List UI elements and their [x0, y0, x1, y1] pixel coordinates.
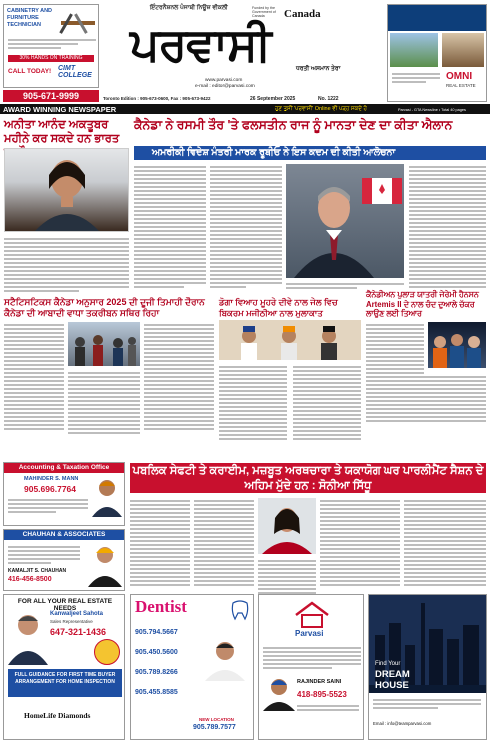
masthead-date: 26 September 2025 [250, 96, 296, 102]
accounting-ad[interactable] [3, 462, 125, 526]
sahota-phone: 647-321-1436 [50, 627, 107, 637]
house-logo-icon [292, 599, 332, 629]
saini-address [297, 703, 359, 713]
omni-ad[interactable] [387, 4, 487, 102]
main-photo [286, 164, 404, 278]
accounting-body [8, 497, 88, 515]
banner-col-under-photo [258, 558, 316, 596]
free-badge [94, 639, 120, 665]
dentist-phone-4: 905.455.8585 [135, 689, 178, 696]
banner-col4 [404, 498, 486, 588]
sonia-sidhu-portrait [258, 498, 316, 554]
dream-house-ad[interactable] [368, 594, 487, 740]
dentist-phone-5: 905.789.7577 [193, 724, 236, 731]
omni-ad-header [388, 5, 486, 31]
carney-photo [286, 164, 404, 278]
story3-photo [219, 320, 361, 360]
dream-line3: HOUSE [375, 680, 409, 691]
chauhan-photo [88, 543, 122, 587]
omni-body [392, 71, 440, 85]
dentist-new-location: NEW LOCATION [199, 717, 234, 722]
story3-headline[interactable]: ਡੋਗਾ ਵਿਆਹ ਮੂਹਰੇ ਦੀਵੇ ਨਾਲ ਜੇਲ ਵਿਚ ਬਿਕਰਮ ਮਜੀਠੀਆ ਨਾਲ ਮੁਲਾਕਾਤ [219, 297, 338, 318]
dream-line2: DREAM [375, 669, 410, 680]
accountant-photo [92, 477, 122, 517]
saini-photo [263, 675, 295, 711]
main-headline[interactable]: ਕੈਨੇਡਾ ਨੇ ਰਸਮੀ ਤੌਰ 'ਤੇ ਫਲਸਤੀਨ ਰਾਜ ਨੂੰ ਮਾਨਤਾ ਦੇਣ ਦਾ ਕੀਤਾ ਐਲਾਨ [134, 118, 453, 132]
crowd-photo [68, 322, 140, 366]
story2-col2 [68, 370, 140, 436]
dentist-ad[interactable] [130, 594, 254, 740]
cimt-brand: CIMT COLLEGE [58, 65, 92, 79]
story2-col3 [144, 322, 214, 432]
story2-col1 [4, 322, 64, 432]
omni-brand: OMNI [446, 71, 473, 82]
dream-info-body [373, 697, 481, 711]
realestate-cta: FULL GUIDANCE FOR FIRST TIME BUYER ARRANGEMENT FOR HOME INSPECTION [8, 669, 122, 697]
masthead-web: www.parvasi.com [205, 78, 243, 83]
realestate-ad[interactable] [3, 594, 125, 740]
banner-col2 [194, 498, 254, 588]
story2-photo [68, 322, 140, 366]
sahota-role: Sales Representative [50, 619, 93, 624]
award-right: Parvasi - GTA Newsline • Total 40 pages [398, 108, 466, 112]
realestate-title: FOR ALL YOUR REAL ESTATE NEEDS [17, 598, 113, 612]
sahota-name: Kanwaljeet Sahota [50, 611, 104, 617]
banner-headline[interactable]: ਪਬਲਿਕ ਸੇਫਟੀ ਤੇ ਕਰਾਈਮ, ਮਜ਼ਬੂਤ ਅਰਥਚਾਰਾ ਤੇ ਯਕਾਯੋਗ ਘਰ ਪਾਰਲੀਮੈਂਟ ਸੈਸ਼ਨ ਦੇ ਅਹਿਮ ਮੁੱਦੇ ਹਨ : ਸੋਨੀਆ ਸਿੱਧੂ [130, 463, 486, 493]
anita-anand-portrait [5, 149, 128, 231]
meeting-photo [219, 320, 361, 360]
saini-ad[interactable] [258, 594, 364, 740]
saini-name: RAJINDER SAINI [297, 679, 342, 685]
masthead-issue: No. 1222 [318, 96, 339, 102]
sahota-photo [8, 609, 48, 665]
tooth-icon [229, 599, 251, 621]
dentist-photo [205, 637, 245, 681]
story1-photo [4, 148, 129, 232]
omni-sub: REAL ESTATE [446, 83, 476, 88]
masthead-logo: ਪਰਵਾਸੀ [130, 18, 271, 70]
chauhan-phone: 416-456-8500 [8, 576, 52, 583]
cimt-ad-sub: 30% HANDS ON TRAINING [8, 55, 94, 62]
story1-headline[interactable]: ਅਨੀਤਾ ਆਨੰਦ ਅਕਤੂਬਰ ਮਹੀਨੇ ਕਰ ਸਕਦੇ ਹਨ ਭਾਰਤ [4, 119, 120, 145]
tools-icon [59, 11, 97, 37]
dentist-title: Dentist [135, 597, 187, 616]
story3-col2 [293, 364, 361, 442]
dream-email: Email : info@teamparvasi.com [373, 721, 432, 726]
story2-headline[interactable]: ਸਟੈਟਿਸਟਿਕਸ ਕੈਨੇਡਾ ਅਨੁਸਾਰ 2025 ਦੀ ਦੂਜੀ ਤਿਮਾਹੀ ਦੌਰਾਨ ਕੈਨੇਡਾ ਦੀ ਆਬਾਦੀ ਵਾਧਾ ਤਕਰੀਬਨ ਸਥਿਰ ਰਿਹਾ [4, 297, 205, 318]
story3-col1 [219, 364, 287, 442]
banner-col3 [320, 498, 400, 588]
chauhan-title: CHAUHAN & ASSOCIATES [4, 530, 124, 540]
saini-phone: 418-895-5523 [297, 690, 347, 699]
realestate-brand: HomeLife Diamonds [24, 711, 91, 720]
main-col4 [409, 164, 486, 290]
chauhan-ad[interactable] [3, 529, 125, 591]
story4-photo [428, 322, 486, 368]
masthead-edition: Toronto Edition : 905-673-0600, Fax : 905-673-9422 [103, 96, 211, 101]
omni-agent-photo [442, 33, 484, 67]
dentist-phone-3: 905.789.8266 [135, 669, 178, 676]
saini-brand: Parvasi [295, 629, 324, 638]
story1-body [4, 236, 129, 294]
cimt-ad-body [8, 37, 96, 51]
accounting-title: Accounting & Taxation Office [4, 463, 124, 473]
dentist-phone-1: 905.794.5667 [135, 629, 178, 636]
masthead-subtitle: ਧਰਤੀ ਅਸਮਾਨ ਤੇਰਾ [296, 66, 341, 72]
masthead-funded: Funded by the Government of Canada [252, 6, 276, 18]
astronauts-photo [428, 322, 486, 368]
story4-headline[interactable]: ਕੈਨੇਡੀਅਨ ਪੁਲਾੜ ਯਾਤਰੀ ਜੇਰੇਮੀ ਹੈਨਸਨ Artemis II ਦੇ ਨਾਲ ਚੰਦ ਦੁਆਲੇ ਚੱਕਰ ਲਾਉਣ ਲਈ ਤਿਆਰ [366, 290, 479, 318]
main-col1 [134, 164, 206, 290]
banner-col1 [130, 498, 190, 588]
cimt-ad[interactable] [3, 4, 99, 88]
dentist-phone-2: 905.450.5600 [135, 649, 178, 656]
main-subhead[interactable]: ਅਮਰੀਕੀ ਵਿਦੇਸ਼ ਮੰਤਰੀ ਮਾਰਕ ਰੂਬੀਓ ਨੇ ਇਸ ਕਦਮ ਦੀ ਕੀਤੀ ਆਲੋਚਨਾ [152, 147, 396, 158]
cimt-phone: 905-671-9999 [3, 90, 99, 102]
masthead-top-note: ਇੰਟਰਨੈਸ਼ਨਲ ਪੰਜਾਬੀ ਨਿਊਜ਼ ਵੀਕਲੀ [150, 5, 228, 11]
canada-wordmark: Canada [284, 8, 321, 20]
award-left: AWARD WINNING NEWSPAPER [3, 105, 117, 114]
story4-col1 [366, 322, 424, 376]
accounting-name: MAHINDER S. MANN [24, 476, 79, 482]
chauhan-body [8, 544, 80, 566]
omni-house-photo [390, 33, 438, 67]
sonia-sidhu-photo [258, 498, 316, 554]
accounting-phone: 905.696.7764 [24, 484, 76, 494]
cimt-ad-title: CABINETRY AND FURNITURE TECHNICIAN [7, 8, 53, 28]
dream-line1: Find Your [375, 661, 401, 667]
story4-col2 [366, 374, 486, 424]
saini-body [263, 645, 361, 671]
chauhan-name: KAMALJIT S. CHAUHAN [8, 568, 67, 574]
cimt-call: CALL TODAY! [8, 68, 52, 75]
award-mid: ਹੁਣ ਤੁਸੀਂ 'ਪਰਵਾਸੀ' Online ਵੀ ਪੜ੍ਹ ਸਕਦੇ ਹੋ [275, 106, 367, 112]
main-col2 [210, 164, 282, 290]
masthead-email: e-mail : editor@parvasi.com [195, 84, 255, 89]
